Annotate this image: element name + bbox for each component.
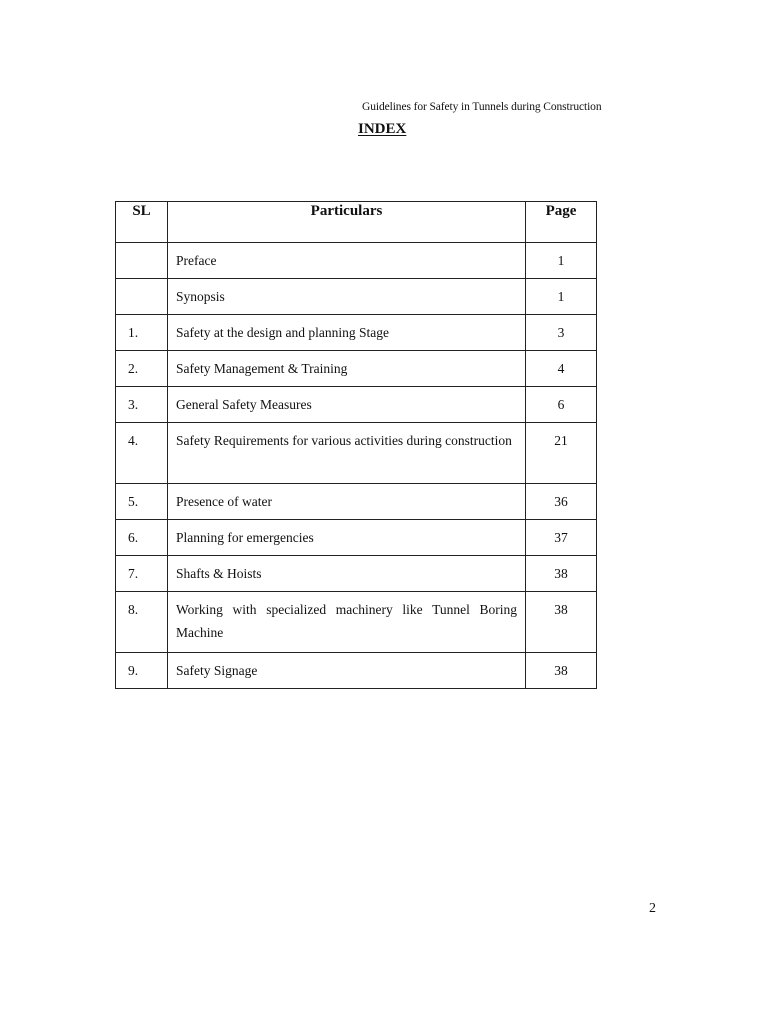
row-particulars: Working with specialized machinery like Tunnel Boring Machine: [168, 592, 526, 653]
row-particulars: Safety Requirements for various activities during construction: [168, 423, 526, 484]
row-page: 1: [526, 243, 597, 279]
row-page: 36: [526, 484, 597, 520]
page-number: 2: [649, 901, 656, 916]
row-sl: 5.: [116, 484, 168, 520]
row-page: 6: [526, 387, 597, 423]
table-row: [116, 520, 597, 556]
table-row: [116, 484, 597, 520]
row-page: 38: [526, 592, 597, 653]
table-header-row: [116, 202, 597, 243]
row-sl: 8.: [116, 592, 168, 653]
row-particulars: Safety Signage: [168, 653, 526, 689]
header-page: Page: [526, 202, 597, 243]
table-row: [116, 243, 597, 279]
row-particulars: Safety Management & Training: [168, 351, 526, 387]
running-header: Guidelines for Safety in Tunnels during Construction: [362, 101, 602, 113]
header-particulars: Particulars: [168, 202, 526, 243]
row-particulars: Shafts & Hoists: [168, 556, 526, 592]
row-sl: 7.: [116, 556, 168, 592]
row-sl: 9.: [116, 653, 168, 689]
row-page: 38: [526, 556, 597, 592]
row-sl: 3.: [116, 387, 168, 423]
table-row: [116, 279, 597, 315]
row-sl: 4.: [116, 423, 168, 484]
row-page: 4: [526, 351, 597, 387]
row-particulars: Safety at the design and planning Stage: [168, 315, 526, 351]
table-row: [116, 423, 597, 484]
table-row: [116, 351, 597, 387]
table-row: [116, 592, 597, 653]
row-sl: 6.: [116, 520, 168, 556]
table-row: [116, 653, 597, 689]
row-particulars: Synopsis: [168, 279, 526, 315]
index-table: [115, 201, 597, 689]
row-page: 38: [526, 653, 597, 689]
row-sl: [116, 243, 168, 279]
row-particulars: General Safety Measures: [168, 387, 526, 423]
table-row: [116, 556, 597, 592]
table-row: [116, 315, 597, 351]
table-row: [116, 387, 597, 423]
row-sl: [116, 279, 168, 315]
row-page: 21: [526, 423, 597, 484]
row-sl: 2.: [116, 351, 168, 387]
row-page: 37: [526, 520, 597, 556]
row-particulars: Planning for emergencies: [168, 520, 526, 556]
row-sl: 1.: [116, 315, 168, 351]
row-page: 1: [526, 279, 597, 315]
row-particulars: Preface: [168, 243, 526, 279]
row-page: 3: [526, 315, 597, 351]
index-title: INDEX: [358, 121, 407, 137]
header-sl: SL: [116, 202, 168, 243]
row-particulars: Presence of water: [168, 484, 526, 520]
